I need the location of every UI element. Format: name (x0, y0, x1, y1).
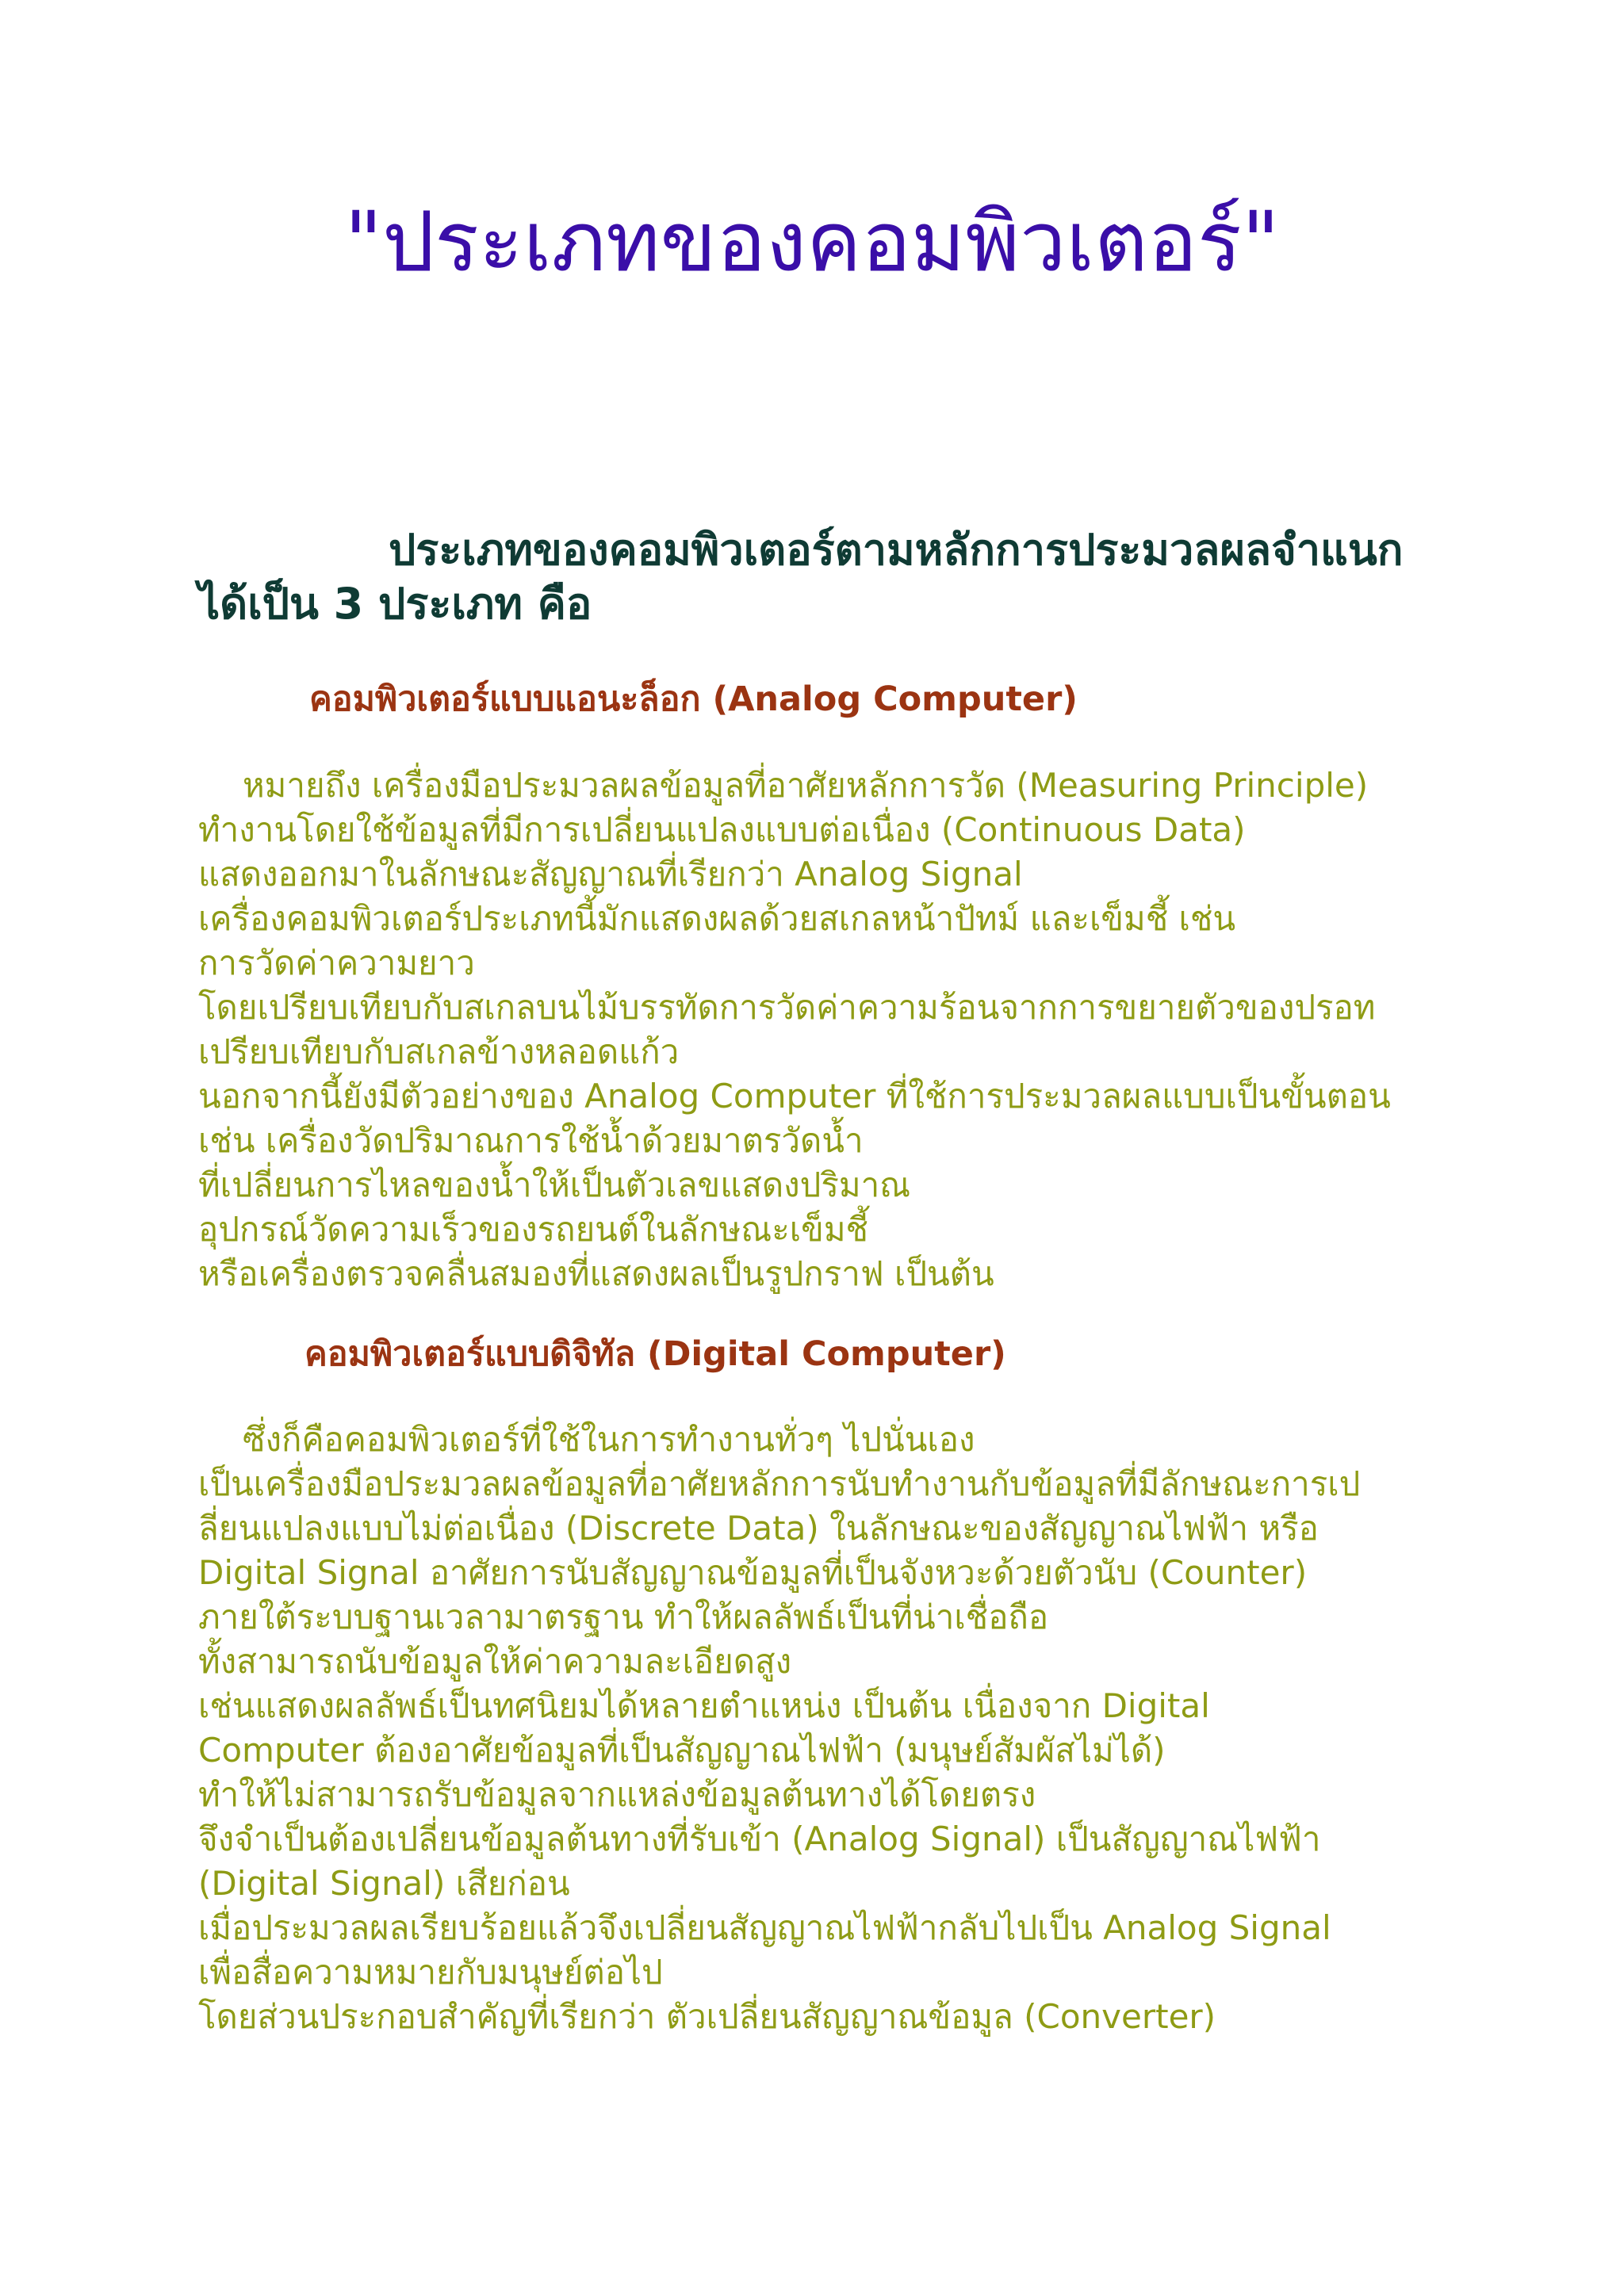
paragraph-line: โดยเปรียบเทียบกับสเกลบนไม้บรรทัดการวัดค่าความร้อนจากการขยายตัวของปรอท (198, 988, 1376, 1027)
paragraph-line: Digital Signal อาศัยการนับสัญญาณข้อมูลที่เป็นจังหวะด้วยตัวนับ (Counter) (198, 1553, 1308, 1592)
paragraph-line: โดยส่วนประกอบสำคัญที่เรียกว่า ตัวเปลี่ยนสัญญาณข้อมูล (Converter) (198, 1997, 1216, 2036)
paragraph-line: ลี่ยนแปลงแบบไม่ต่อเนื่อง (Discrete Data) ในลักษณะของสัญญาณไฟฟ้า หรือ (198, 1509, 1319, 1548)
paragraph-line: เปรียบเทียบกับสเกลข้างหลอดแก้ว (198, 1032, 680, 1071)
paragraph-line: จึงจำเป็นต้องเปลี่ยนข้อมูลต้นทางที่รับเข้า (Analog Signal) เป็นสัญญาณไฟฟ้า (198, 1820, 1321, 1858)
section-heading-analog: คอมพิวเตอร์แบบแอนะล็อก (Analog Computer) (309, 679, 1078, 719)
paragraph-line: แสดงออกมาในลักษณะสัญญาณที่เรียกว่า Analog Signal (198, 855, 1023, 894)
paragraph-line: เครื่องคอมพิวเตอร์ประเภทนี้มักแสดงผลด้วยสเกลหน้าปัทม์ และเข็มชี้ เช่น (198, 899, 1236, 938)
page-title: "ประเภทของคอมพิวเตอร์" (344, 193, 1280, 290)
intro-heading: ประเภทของคอมพิวเตอร์ตามหลักการประมวลผลจำแนกได้เป็น 3 ประเภท คือ (198, 525, 1404, 629)
paragraph-line: เช่น เครื่องวัดปริมาณการใช้น้ำด้วยมาตรวัดน้ำ (198, 1121, 864, 1160)
paragraph-line: การวัดค่าความยาว (198, 943, 475, 982)
section-body-digital (198, 1418, 1467, 2039)
paragraph-line: หรือเครื่องตรวจคลื่นสมองที่แสดงผลเป็นรูปกราฟ เป็นต้น (198, 1254, 994, 1293)
paragraph-line: (Digital Signal) เสียก่อน (198, 1864, 570, 1903)
paragraph-line: ซึ่งก็คือคอมพิวเตอร์ที่ใช้ในการทำงานทั่วๆ ไปนั่นเอง (243, 1420, 975, 1459)
section-heading-digital: คอมพิวเตอร์แบบดิจิทัล (Digital Computer) (304, 1334, 1006, 1374)
paragraph-line: อุปกรณ์วัดความเร็วของรถยนต์ในลักษณะเข็มชี้ (198, 1210, 869, 1249)
paragraph-line: ภายใต้ระบบฐานเวลามาตรฐาน ทำให้ผลลัพธ์เป็นที่น่าเชื่อถือ (198, 1598, 1049, 1636)
paragraph-line: หมายถึง เครื่องมือประมวลผลข้อมูลที่อาศัยหลักการวัด (Measuring Principle) (243, 766, 1369, 805)
paragraph-line: เช่นแสดงผลลัพธ์เป็นทศนิยมได้หลายตำแหน่ง เป็นต้น เนื่องจาก Digital (198, 1686, 1210, 1725)
section-body-analog (198, 763, 1467, 1296)
paragraph-line: ทั้งสามารถนับข้อมูลให้ค่าความละเอียดสูง (198, 1642, 792, 1681)
paragraph-line: ทำงานโดยใช้ข้อมูลที่มีการเปลี่ยนแปลงแบบต่อเนื่อง (Continuous Data) (198, 810, 1246, 849)
paragraph-line: นอกจากนี้ยังมีตัวอย่างของ Analog Computer ที่ใช้การประมวลผลแบบเป็นขั้นตอน (198, 1077, 1391, 1115)
paragraph-line: ที่เปลี่ยนการไหลของน้ำให้เป็นตัวเลขแสดงปริมาณ (198, 1165, 911, 1204)
paragraph-line: เพื่อสื่อความหมายกับมนุษย์ต่อไป (198, 1953, 663, 1992)
paragraph-line: Computer ต้องอาศัยข้อมูลที่เป็นสัญญาณไฟฟ้า (มนุษย์สัมผัสไม่ได้) (198, 1731, 1166, 1770)
paragraph-line: เป็นเครื่องมือประมวลผลข้อมูลที่อาศัยหลักการนับทำงานกับข้อมูลที่มีลักษณะการเป (198, 1464, 1361, 1503)
paragraph-line: ทำให้ไม่สามารถรับข้อมูลจากแหล่งข้อมูลต้นทางได้โดยตรง (198, 1775, 1036, 1814)
paragraph-line: เมื่อประมวลผลเรียบร้อยแล้วจึงเปลี่ยนสัญญาณไฟฟ้ากลับไปเป็น Analog Signal (198, 1908, 1331, 1947)
